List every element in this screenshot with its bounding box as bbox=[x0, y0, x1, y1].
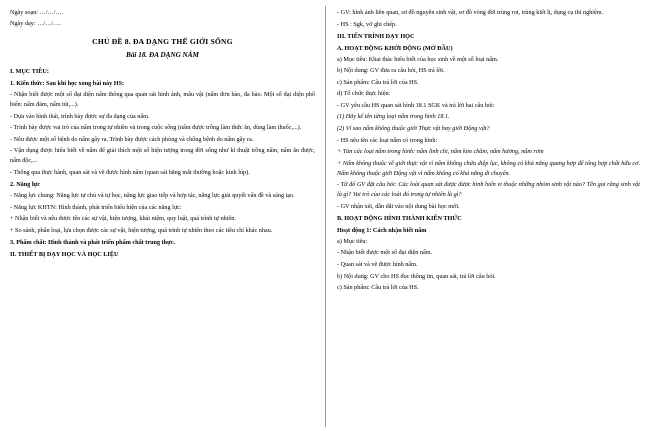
right-paragraph: - GV yêu cầu HS quan sát hình 18.1 SGK và trả lời hai câu hỏi: bbox=[337, 101, 495, 109]
left-paragraph: + So sánh, phân loại, lựa chọn được các sự vật, hiện tượng, quá trình tự nhiên theo các tiêu chí khác nhau. bbox=[10, 226, 273, 234]
right-paragraph: Hoạt động 1: Cách nhận biết nấm bbox=[337, 226, 427, 234]
left-paragraph: + Nhận biết và nêu được tên các sự vật, hiện tượng, khái niệm, quy luật, quá trình tự nhiên. bbox=[10, 215, 236, 223]
right-paragraph: A. HOẠT ĐỘNG KHỞI ĐỘNG (MỞ ĐẦU) bbox=[337, 44, 453, 52]
left-paragraph: 2. Năng lực bbox=[10, 181, 41, 189]
date-day: Ngày dạy: …/…/…. bbox=[10, 20, 61, 28]
right-paragraph: - GV: hình ảnh liên quan, sơ đồ nguyên sinh vật, sơ đồ vòng đời trùng roi, trùng kiết lị, dụng cụ thí nghiệm. bbox=[337, 9, 604, 16]
left-paragraph: - Trình bày được vai trò của nấm trong tự nhiên và trong cuộc sống (nấm được trồng làm thức ăn, dùng làm thuốc,...). bbox=[10, 124, 302, 132]
right-paragraph: - Từ đó GV đặt câu hỏi: Các loài quan sát được được hình hiển vi thuộc những nhóm sinh vật nào? Tên gọi rằng sinh vật là gì? Vai trò của các loài đó trong tự nhiên là gì? bbox=[337, 181, 640, 199]
left-body bbox=[10, 67, 315, 260]
left-paragraph: 3. Phẩm chất: Hình thành và phát triển phẩm chất trung thực. bbox=[10, 238, 176, 246]
right-paragraph: B. HOẠT ĐỘNG HÌNH THÀNH KIẾN THỨC bbox=[337, 214, 462, 222]
right-paragraph: + Nấm không thuộc về giới thực vật vì nấm không chứa diệp lục, không có khả năng quang hợp để tổng hợp chất hữu cơ. Nấm không thuộc giới Động vật vì nấm không có khả năng di chuyển. bbox=[337, 159, 640, 177]
right-paragraph: d) Tổ chức thực hiện: bbox=[337, 90, 391, 98]
right-paragraph: (2) Ví sao nấm không thuộc giới Thực vật hay giới Động vật? bbox=[337, 124, 490, 132]
right-paragraph: - Quan sát và vẽ được hình nấm. bbox=[337, 261, 418, 269]
right-paragraph: a) Mục tiêu: bbox=[337, 237, 368, 245]
left-paragraph: - Dựa vào hình thái, trình bày được sự đa dạng của nấm. bbox=[10, 112, 150, 120]
left-paragraph: - Vận dụng được hiểu biết về nấm để giải thích một số hiện tượng trong đời sống như kĩ thuật trồng nấm, nấm ăn được, nấm độc,... bbox=[10, 147, 315, 165]
lesson-title: Bài 18. ĐA DẠNG NẤM bbox=[126, 51, 199, 60]
left-paragraph: - Năng lực KHTN: Hình thành, phát triển biểu hiện của các năng lực: bbox=[10, 203, 182, 211]
left-column bbox=[10, 8, 325, 427]
right-paragraph: + Tản các loại nấm trong hình: nấm linh chi, nấm kim châm, nấm hương, nấm rơm bbox=[337, 148, 544, 156]
left-paragraph: - Thông qua thực hành, quan sát và vẽ được hình nấm (quan sát bằng mắt thường hoặc kính lúp). bbox=[10, 168, 250, 176]
left-paragraph: II. THIẾT BỊ DẠY HỌC VÀ HỌC LIỆU bbox=[10, 250, 119, 258]
right-paragraph: b) Nội dung: GV đưa ra câu hỏi, HS trả lời. bbox=[337, 67, 445, 75]
right-paragraph: c) Sản phẩm: Câu trả lời của HS. bbox=[337, 78, 419, 86]
right-paragraph: a) Mục tiêu: Khai thác hiểu biết của học sinh về một số loại nấm. bbox=[337, 55, 499, 63]
left-paragraph: - Năng lực chung: Năng lực tự chủ và tự học, năng lực giao tiếp và hợp tác, năng lực giải quyết vấn đề và sáng tạo. bbox=[10, 192, 295, 200]
page-title: CHỦ ĐỀ 8. ĐA DẠNG THẾ GIỚI SỐNG bbox=[92, 37, 233, 47]
right-paragraph: - Nhận biết được một số đại diện nấm. bbox=[337, 249, 433, 257]
date-soan: Ngày soạn: …/…/…. bbox=[10, 9, 64, 16]
right-paragraph: III. TIẾN TRÌNH DẠY HỌC bbox=[337, 32, 415, 40]
right-paragraph: b) Nội dung: GV cho HS đọc thông tin, quan sát, trả lời câu hỏi. bbox=[337, 272, 496, 280]
right-paragraph: (1) Hãy kể tên từng loại nấm trong hình 18.1. bbox=[337, 113, 450, 121]
right-paragraph: - HS : Sgk, vở ghi chép. bbox=[337, 20, 397, 28]
left-paragraph: - Nhận biết được một số đại diện nấm thông qua quan sát hình ảnh, mẫu vật (nấm đơn bào, đa bào. Một số đại diện phổ biến: nấm đảm, nấm túi,...). bbox=[10, 91, 315, 109]
right-paragraph: c) Sản phẩm: Câu trả lời của HS. bbox=[337, 284, 419, 292]
left-paragraph: I. MỤC TIÊU: bbox=[10, 68, 49, 76]
right-body bbox=[337, 8, 640, 293]
left-paragraph: - Nêu được một số bệnh do nấm gây ra. Trình bày được cách phòng và chống bệnh do nấm gây ra. bbox=[10, 135, 254, 143]
right-paragraph: - HS nêu tên các loại nấm có trong hình: bbox=[337, 136, 438, 144]
right-paragraph: - GV nhận xét, dẫn dắt vào nội dung bài học mới. bbox=[337, 202, 460, 210]
column-divider bbox=[325, 6, 326, 427]
right-column bbox=[325, 8, 640, 427]
left-paragraph: 1. Kiến thức: Sau khi học xong bài này HS: bbox=[10, 80, 125, 88]
